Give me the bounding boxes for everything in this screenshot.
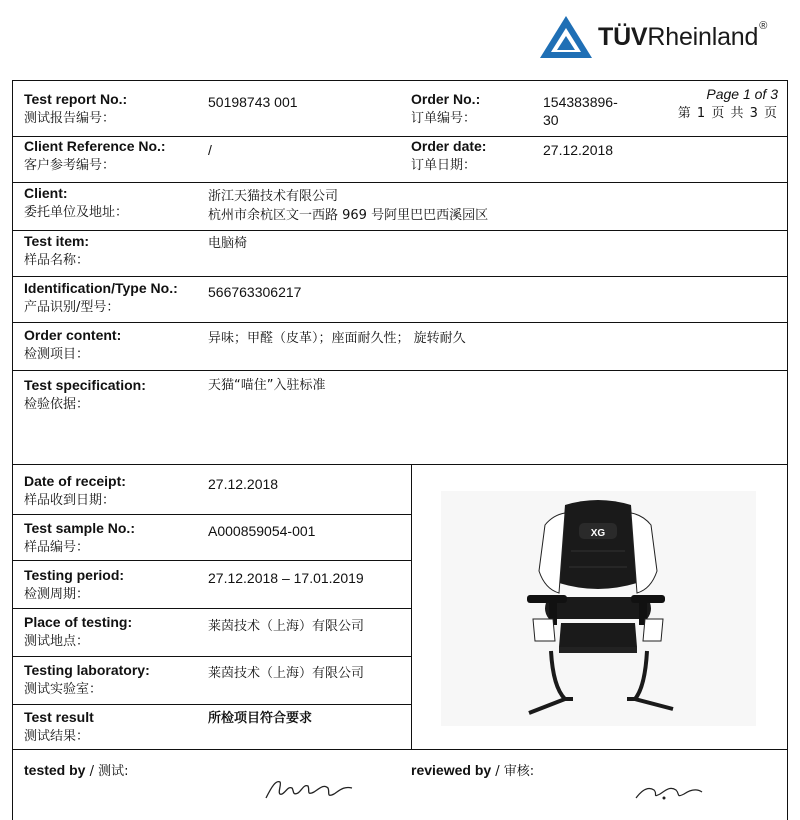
period-label: Testing period: [24, 567, 125, 583]
result-label: Test result [24, 709, 94, 725]
tested-by-label: tested by / 测试: [24, 762, 129, 779]
client-label: Client: [24, 185, 68, 201]
brand-name: TÜVRheinland® [598, 20, 768, 51]
date-receipt-label: Date of receipt: [24, 473, 126, 489]
order-content-label-zh: 检测项目： [24, 347, 90, 362]
tester-signature [262, 776, 362, 800]
test-item-label: Test item: [24, 233, 90, 249]
client-ref-label: Client Reference No.: [24, 138, 166, 154]
test-spec-label-zh: 检验依据： [24, 397, 90, 412]
order-no-label: Order No.: [411, 91, 481, 107]
identification-value: 566763306217 [208, 284, 302, 300]
test-spec-label: Test specification: [24, 377, 146, 393]
identification-label-zh: 产品识别/型号： [24, 300, 120, 315]
tuv-triangle-icon [538, 14, 594, 60]
test-item-value: 电脑椅 [208, 236, 248, 251]
report-no-label: Test report No.: [24, 91, 128, 107]
client-label-zh: 委托单位及地址： [24, 205, 129, 220]
reviewer-signature [630, 780, 720, 800]
sample-no-label: Test sample No.: [24, 520, 135, 536]
place-label-zh: 测试地点： [24, 634, 90, 649]
client-ref-label-zh: 客户参考编号： [24, 158, 116, 173]
page-number: Page 1 of 3 [706, 86, 778, 102]
order-date-label: Order date: [411, 138, 487, 154]
order-no-value: 154383896- [543, 94, 618, 110]
page-number-zh: 第 1 页 共 3 页 [677, 106, 778, 121]
reviewed-by-label: reviewed by / 审核: [411, 762, 535, 779]
order-content-value: 异味；甲醛（皮革）；座面耐久性； 旋转耐久 [208, 331, 466, 346]
product-photo [441, 491, 756, 726]
gaming-chair-image [441, 491, 756, 726]
order-no-label-zh: 订单编号： [411, 111, 477, 126]
order-content-label: Order content: [24, 327, 122, 343]
test-item-label-zh: 样品名称： [24, 253, 90, 268]
lab-label-zh: 测试实验室： [24, 682, 103, 697]
place-value: 莱茵技术（上海）有限公司 [208, 619, 365, 634]
sample-no-label-zh: 样品编号： [24, 540, 90, 555]
client-name-value: 浙江天猫技术有限公司 [208, 189, 339, 204]
period-label-zh: 检测周期： [24, 587, 90, 602]
order-date-label-zh: 订单日期： [411, 158, 477, 173]
report-no-label-zh: 测试报告编号： [24, 111, 116, 126]
test-spec-value: 天猫“喵住”入驻标准 [208, 378, 326, 393]
result-value: 所检项目符合要求 [208, 711, 313, 726]
svg-text:XG: XG [590, 528, 606, 539]
client-ref-value: / [208, 142, 212, 158]
period-value: 27.12.2018 – 17.01.2019 [208, 570, 364, 586]
report-no-value: 50198743 001 [208, 94, 298, 110]
order-no-value-2: 30 [543, 112, 559, 128]
tuv-rheinland-logo [538, 14, 788, 60]
date-receipt-label-zh: 样品收到日期： [24, 493, 116, 508]
lab-value: 莱茵技术（上海）有限公司 [208, 666, 365, 681]
place-label: Place of testing: [24, 614, 133, 630]
order-date-value: 27.12.2018 [543, 142, 614, 158]
sample-no-value: A000859054-001 [208, 523, 316, 539]
date-receipt-value: 27.12.2018 [208, 476, 279, 492]
client-address-value: 杭州市余杭区文一西路 969 号阿里巴巴西溪园区 [208, 208, 489, 223]
identification-label: Identification/Type No.: [24, 280, 178, 296]
result-label-zh: 测试结果： [24, 729, 90, 744]
lab-label: Testing laboratory: [24, 662, 150, 678]
